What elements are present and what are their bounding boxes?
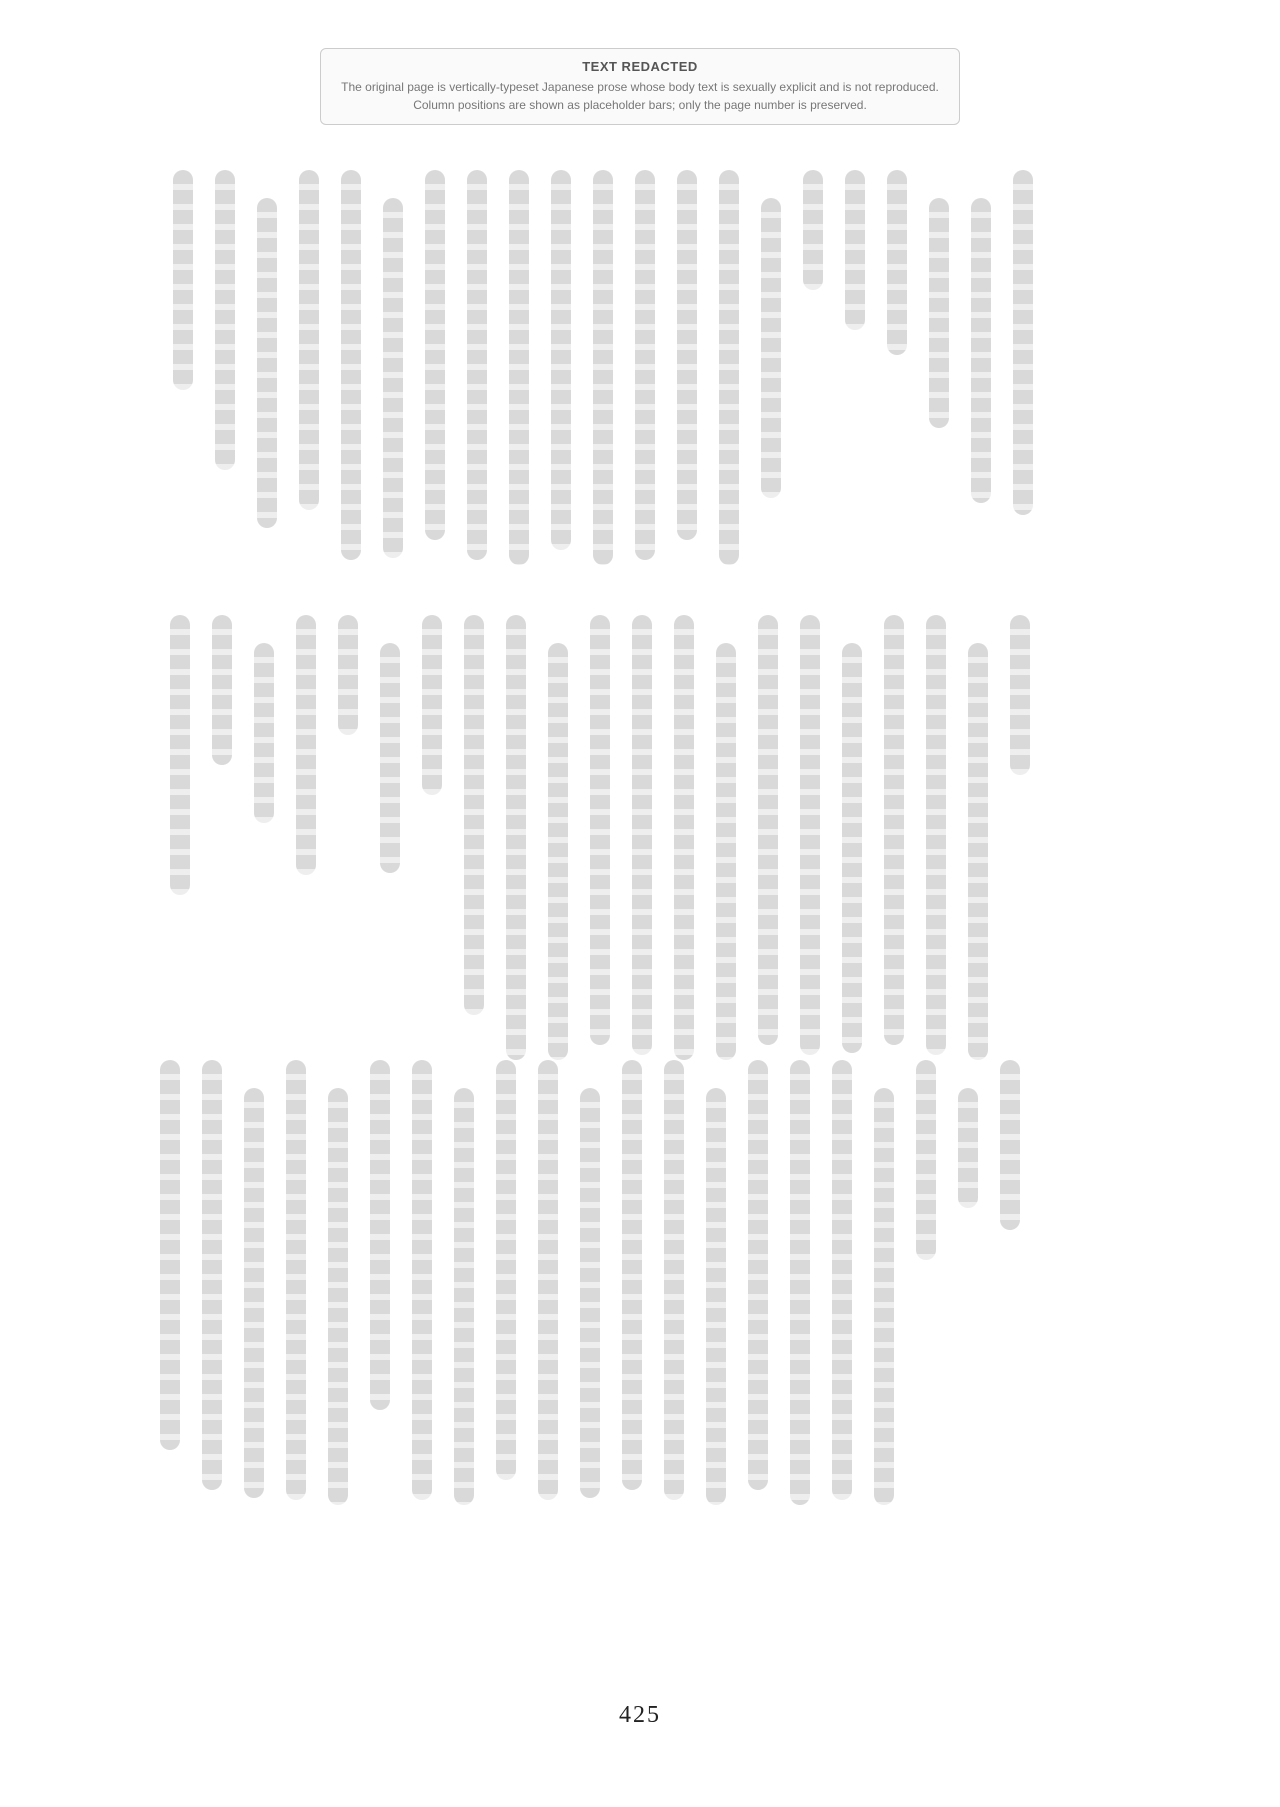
redacted-text-column xyxy=(593,170,613,565)
redacted-text-column xyxy=(328,1088,348,1505)
redacted-text-column xyxy=(412,1060,432,1500)
redacted-text-column xyxy=(958,1088,978,1208)
redacted-text-column xyxy=(551,170,571,550)
redacted-text-column xyxy=(929,198,949,428)
redacted-text-column xyxy=(622,1060,642,1490)
redacted-text-column xyxy=(800,615,820,1055)
redacted-text-column xyxy=(506,615,526,1060)
redacted-text-column xyxy=(383,198,403,558)
redacted-text-column xyxy=(212,615,232,765)
redacted-text-column xyxy=(748,1060,768,1490)
redacted-text-column xyxy=(202,1060,222,1490)
redacted-text-column xyxy=(845,170,865,330)
redacted-text-column xyxy=(842,643,862,1053)
redacted-text-column xyxy=(926,615,946,1055)
redacted-text-column xyxy=(874,1088,894,1505)
redacted-text-column xyxy=(761,198,781,498)
redacted-text-column xyxy=(296,615,316,875)
redacted-text-column xyxy=(548,643,568,1060)
redacted-text-column xyxy=(968,643,988,1060)
redacted-text-column xyxy=(1000,1060,1020,1230)
redacted-text-column xyxy=(706,1088,726,1505)
redacted-text-column xyxy=(509,170,529,565)
redacted-text-column xyxy=(677,170,697,540)
redacted-text-column xyxy=(916,1060,936,1260)
redacted-text-column xyxy=(716,643,736,1060)
redacted-text-column xyxy=(464,615,484,1015)
redacted-text-column xyxy=(286,1060,306,1500)
redacted-text-column xyxy=(1013,170,1033,515)
redacted-text-column xyxy=(160,1060,180,1450)
redacted-text-column xyxy=(674,615,694,1060)
redacted-text-column xyxy=(454,1088,474,1505)
redacted-text-column xyxy=(496,1060,516,1480)
redacted-text-column xyxy=(370,1060,390,1410)
redacted-text-column xyxy=(173,170,193,390)
redacted-text-column xyxy=(1010,615,1030,775)
redacted-text-column xyxy=(635,170,655,560)
redacted-text-column xyxy=(884,615,904,1045)
redacted-text-column xyxy=(422,615,442,795)
redacted-text-column xyxy=(254,643,274,823)
redacted-text-column xyxy=(341,170,361,560)
redacted-text-column xyxy=(215,170,235,470)
redacted-text-column xyxy=(170,615,190,895)
redacted-text-column xyxy=(803,170,823,290)
redacted-text-column xyxy=(538,1060,558,1500)
redacted-text-column xyxy=(590,615,610,1045)
redacted-text-column xyxy=(971,198,991,503)
redacted-text-column xyxy=(832,1060,852,1500)
redacted-text-column xyxy=(790,1060,810,1505)
redaction-notice xyxy=(320,48,960,125)
redacted-text-column xyxy=(380,643,400,873)
band-bottom xyxy=(130,1060,1020,1505)
redacted-text-column xyxy=(887,170,907,355)
redacted-text-column xyxy=(338,615,358,735)
band-middle xyxy=(140,615,1030,1060)
redacted-text-column xyxy=(758,615,778,1045)
redacted-text-column xyxy=(425,170,445,540)
page-number: 425 xyxy=(619,1702,661,1728)
redacted-text-column xyxy=(580,1088,600,1498)
redacted-text-column xyxy=(719,170,739,565)
redacted-text-column xyxy=(632,615,652,1055)
band-top xyxy=(165,170,1033,580)
redaction-notice-title: TEXT REDACTED xyxy=(582,59,698,74)
redacted-text-column xyxy=(244,1088,264,1498)
redacted-text-column xyxy=(257,198,277,528)
redacted-text-column xyxy=(664,1060,684,1500)
redacted-text-column xyxy=(467,170,487,560)
redacted-text-column xyxy=(299,170,319,510)
redaction-notice-body: The original page is vertically-typeset Japanese prose whose body text is sexually explicit and is not reproduced. Column positions are shown as placeholder bars; only the page number is preserved. xyxy=(341,80,939,112)
